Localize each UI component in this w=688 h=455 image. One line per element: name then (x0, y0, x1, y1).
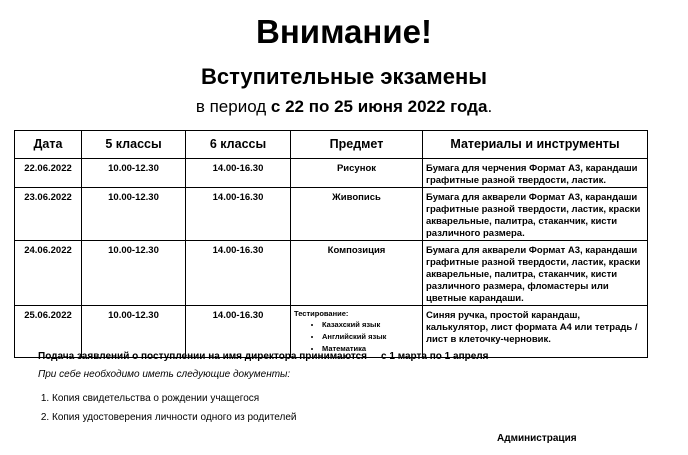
table-row (15, 241, 648, 306)
cell-grade6-time: 14.00-16.30 (186, 159, 291, 188)
period-prefix: в период (195, 97, 271, 116)
applications-note (38, 350, 488, 364)
cell-materials: Бумага для акварели Формат А3, карандаши графитные разной твердости, ластик, краски акварельные, палитра, стаканчик, кисти различного размера, фломастеры или цветные карандаши. (423, 241, 648, 306)
cell-date: 23.06.2022 (15, 188, 82, 241)
column-header-materials: Материалы и инструменты (423, 131, 648, 159)
page-title: Внимание! (256, 13, 432, 50)
applications-text: Подача заявлений о поступлении на имя директора принимаются (38, 351, 368, 362)
testing-label: Тестирование: (294, 309, 349, 318)
exam-period (0, 95, 688, 119)
cell-materials: Бумага для черчения Формат А3, карандаши графитные разной твердости, ластик. (423, 159, 648, 188)
cell-date: 24.06.2022 (15, 241, 82, 306)
table-row (15, 159, 648, 188)
page-subtitle: Вступительные экзамены (200, 64, 488, 89)
period-suffix: . (487, 97, 493, 116)
cell-subject: Рисунок (291, 159, 423, 188)
column-header-date: Дата (15, 131, 82, 159)
column-header-subject: Предмет (291, 131, 423, 159)
cell-grade5-time: 10.00-12.30 (82, 241, 186, 306)
cell-materials: Синяя ручка, простой карандаш, калькулятор, лист формата А4 или тетрадь / лист в клеточку-черновик. (423, 306, 648, 358)
cell-grade6-time: 14.00-16.30 (186, 306, 291, 358)
signature-administration: Администрация (497, 433, 577, 444)
documents-intro: При себе необходимо иметь следующие документы: (38, 369, 291, 380)
list-item: • Математика (322, 343, 419, 355)
cell-date: 22.06.2022 (15, 159, 82, 188)
cell-grade6-time: 14.00-16.30 (186, 241, 291, 306)
list-item: 2. Копия удостоверения личности одного из родителей (52, 408, 297, 427)
cell-grade6-time: 14.00-16.30 (186, 188, 291, 241)
cell-materials: Бумага для акварели Формат А3, карандаши графитные разной твердости, ластик, краски акварельные, палитра, стаканчик, кисти различного размера. (423, 188, 648, 241)
cell-date: 25.06.2022 (15, 306, 82, 358)
exam-schedule-table (14, 130, 648, 358)
list-item: • Казахский язык (322, 319, 419, 331)
period-dates: с 22 по 25 июня 2022 года (270, 97, 488, 116)
list-item: 1. Копия свидетельства о рождении учащегося (52, 389, 297, 408)
column-header-grade6: 6 классы (186, 131, 291, 159)
column-header-grade5: 5 классы (82, 131, 186, 159)
cell-grade5-time: 10.00-12.30 (82, 306, 186, 358)
cell-grade5-time: 10.00-12.30 (82, 188, 186, 241)
table-row (15, 188, 648, 241)
cell-subject: Композиция (291, 241, 423, 306)
cell-subject: Живопись (291, 188, 423, 241)
table-header-row (15, 131, 648, 159)
applications-dates: с 1 марта по 1 апреля (381, 351, 489, 362)
documents-list (30, 389, 297, 427)
list-item: • Английский язык (322, 331, 419, 343)
cell-grade5-time: 10.00-12.30 (82, 159, 186, 188)
